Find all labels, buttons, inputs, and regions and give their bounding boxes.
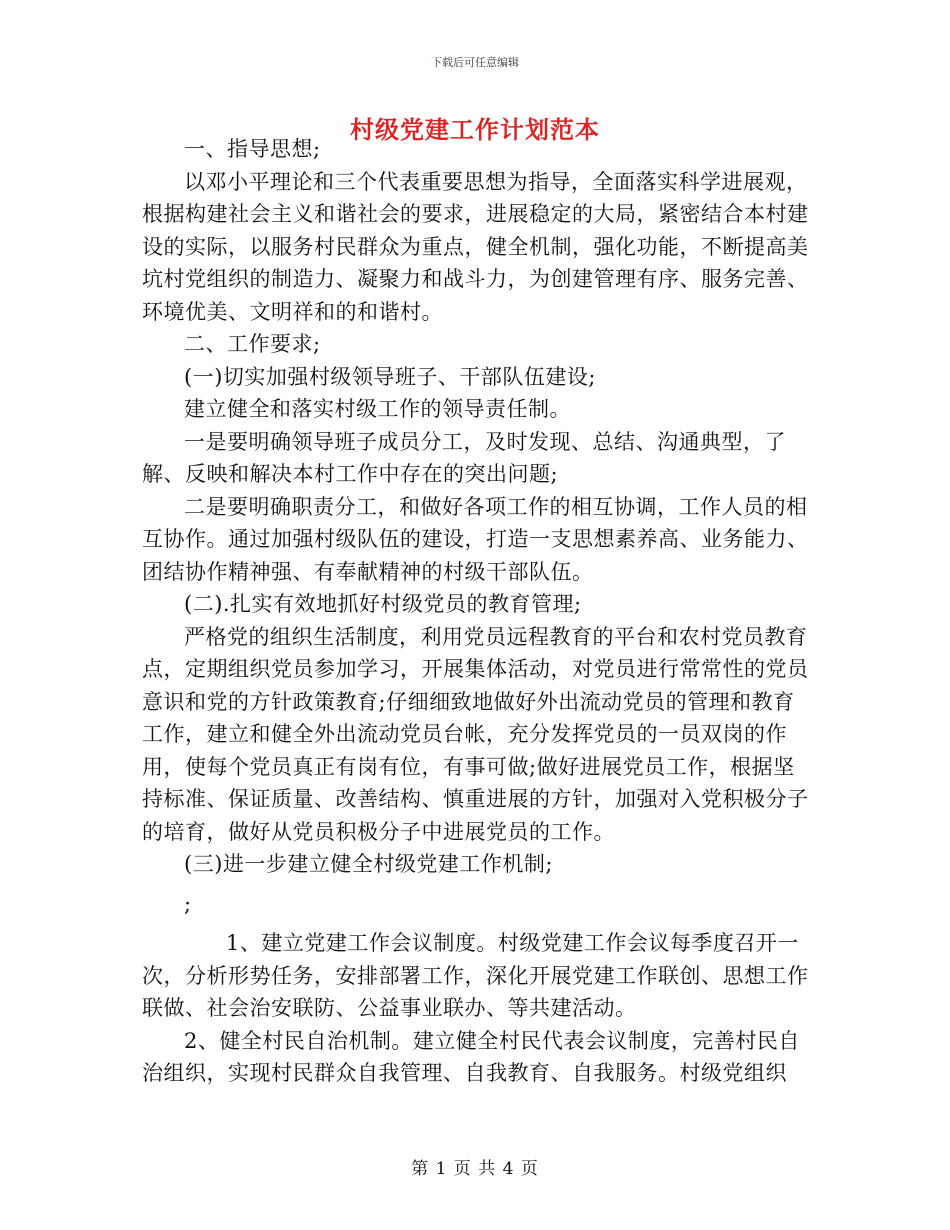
section-heading-work-requirements: 二、工作要求; bbox=[184, 332, 321, 356]
paragraph: 严格党的组织生活制度，利用党员远程教育的平台和农村党员教育点，定期组织党员参加学习，开展集体活动，对党员进行常常性的党员意识和党的方针政策教育;仔细细致地做好外出流动党员的管理和教育工作，建立和健全外出流动党员台帐，充分发挥党员的一员双岗的作用，使每个党员真正有岗有位，有事可做;做好进展党员工作，根据坚持标准、保证质量、改善结构、慎重进展的方针，加强对入党积极分子的培育，做好从党员积极分子中进展党员的工作。 bbox=[142, 624, 809, 844]
header-note: 下载后可任意编辑 bbox=[431, 56, 519, 69]
paragraph: 建立健全和落实村级工作的领导责任制。 bbox=[184, 397, 571, 421]
paragraph: 以邓小平理论和三个代表重要思想为指导，全面落实科学进展观，根据构建社会主义和谐社会的要求，进展稳定的大局，紧密结合本村建设的实际，以服务村民群众为重点，健全机制，强化功能，不断提高美坑村党组织的制造力、凝聚力和战斗力，为创建管理有序、服务完善、环境优美、文明祥和的和谐村。 bbox=[142, 169, 809, 324]
paragraph: 二是要明确职责分工，和做好各项工作的相互协调，工作人员的相互协作。通过加强村级队伍的建设，打造一支思想素养高、业务能力、团结协作精神强、有奉献精神的村级干部队伍。 bbox=[142, 494, 809, 584]
page-number-footer: 第 1 页 共 4 页 bbox=[411, 1159, 539, 1179]
paragraph: ; bbox=[184, 891, 192, 916]
paragraph: 1、建立党建工作会议制度。村级党建工作会议每季度召开一次，分析形势任务，安排部署工作，深化开展党建工作联创、思想工作联做、社会治安联防、公益事业联办、等共建活动。 bbox=[142, 931, 809, 1020]
document-body bbox=[142, 133, 812, 1090]
subsection-heading: (三)进一步建立健全村级党建工作机制; bbox=[184, 852, 553, 876]
subsection-heading: (二).扎实有效地抓好村级党员的教育管理; bbox=[184, 592, 582, 616]
subsection-heading: (一)切实加强村级领导班子、干部队伍建设; bbox=[184, 364, 596, 389]
paragraph: 2、健全村民自治机制。建立健全村民代表会议制度，完善村民自治组织，实现村民群众自我管理、自我教育、自我服务。村级党组织 bbox=[142, 1028, 800, 1085]
document-title: 村级党建工作计划范本 bbox=[350, 115, 600, 144]
section-heading-guiding-ideology: 一、指导思想; bbox=[184, 137, 321, 161]
paragraph: 一是要明确领导班子成员分工，及时发现、总结、沟通典型，了解、反映和解决本村工作中存在的突出问题; bbox=[142, 429, 786, 486]
